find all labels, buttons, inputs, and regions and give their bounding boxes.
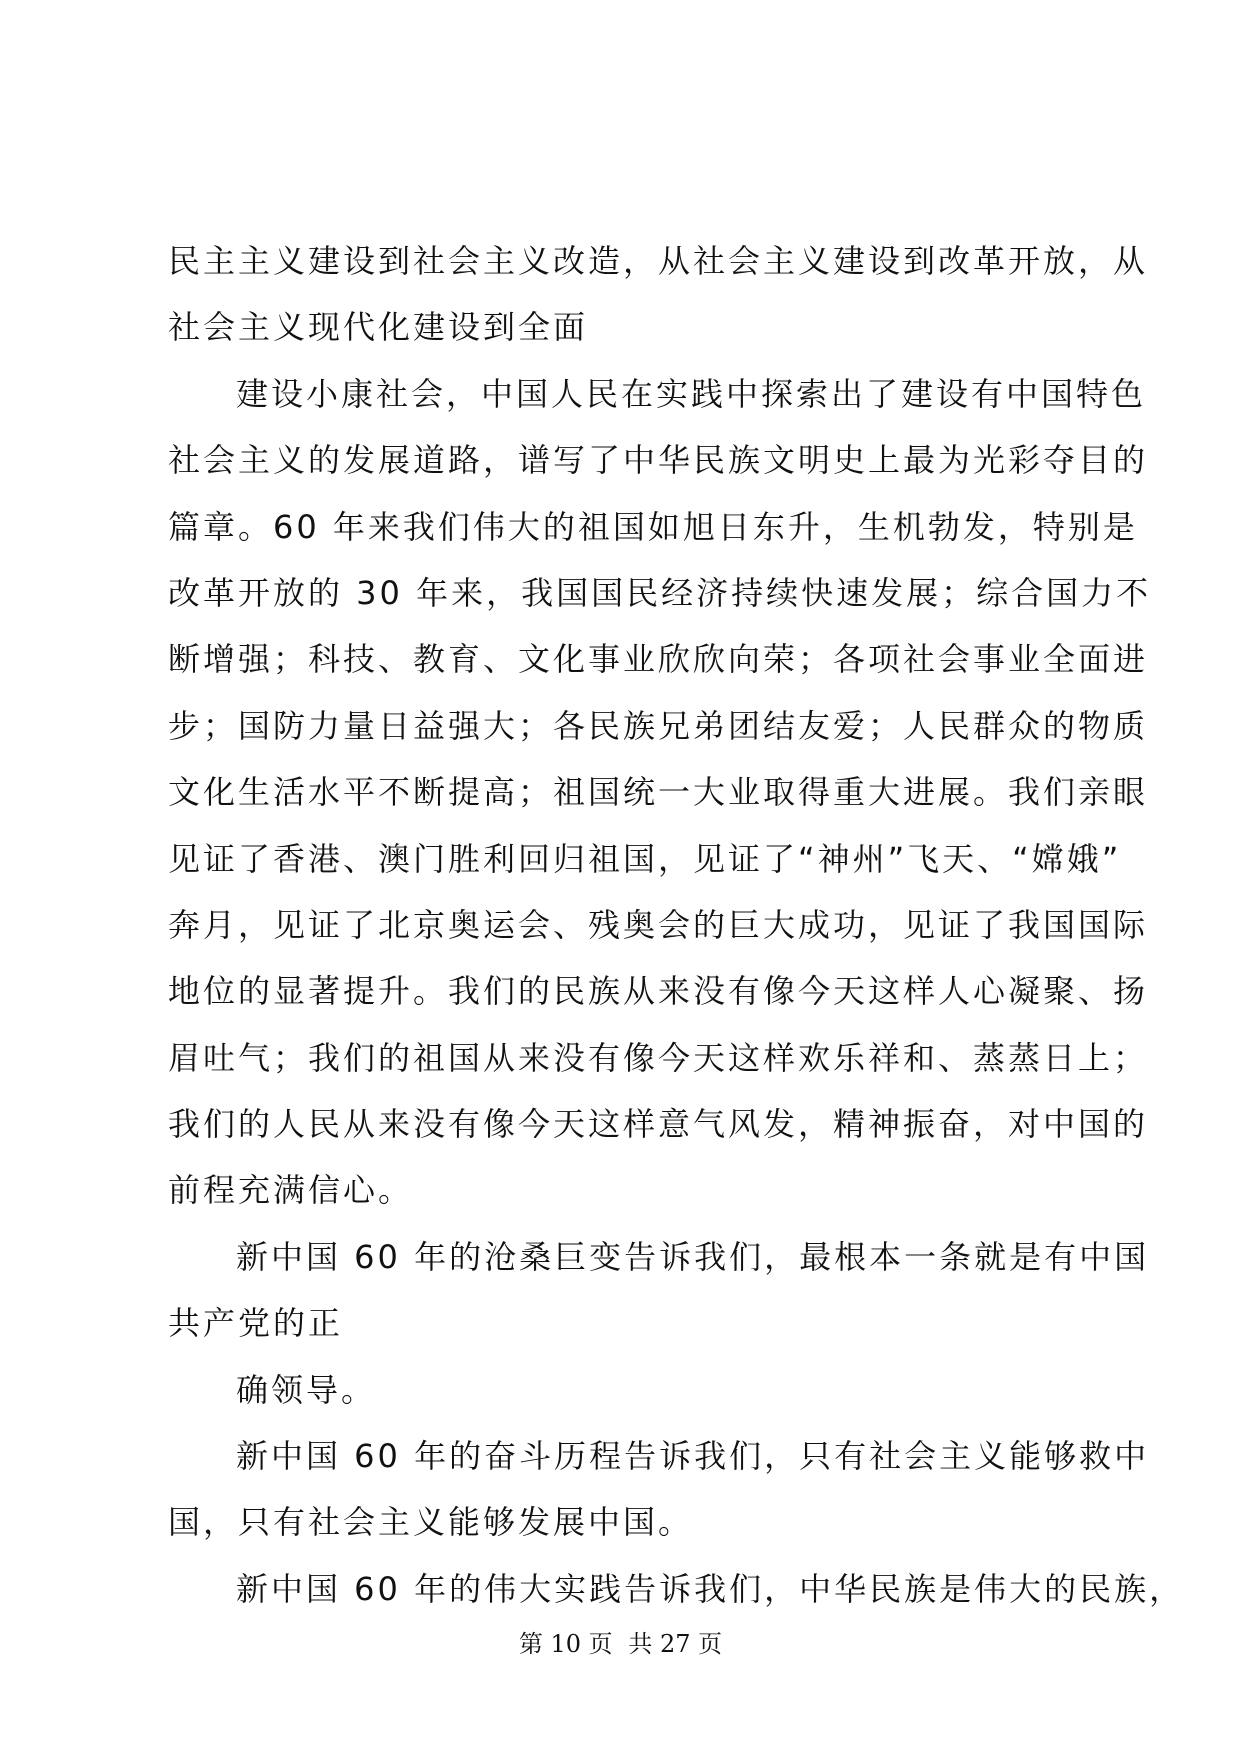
text-line: 社会主义的发展道路，谱写了中华民族文明史上最为光彩夺目的 xyxy=(168,441,1149,480)
text-line: 步；国防力量日益强大；各民族兄弟团结友爱；人民群众的物质 xyxy=(168,706,1149,745)
text-line: 社会主义现代化建设到全面 xyxy=(168,308,589,347)
text-line: 建设小康社会，中国人民在实践中探索出了建设有中国特色 xyxy=(236,374,1147,413)
text-line: 眉吐气；我们的祖国从来没有像今天这样欢乐祥和、蒸蒸日上； xyxy=(168,1038,1149,1077)
page-total: 共 27 页 xyxy=(628,1630,723,1658)
text-line: 文化生活水平不断提高；祖国统一大业取得重大进展。我们亲眼 xyxy=(168,773,1149,812)
text-line: 民主主义建设到社会主义改造，从社会主义建设到改革开放，从 xyxy=(168,242,1149,280)
page-footer xyxy=(0,1628,1241,1660)
document-body xyxy=(168,228,1185,1622)
text-line: 断增强；科技、教育、文化事业欣欣向荣；各项社会事业全面进 xyxy=(168,640,1149,679)
text-line: 我们的人民从来没有像今天这样意气风发，精神振奋，对中国的 xyxy=(168,1105,1149,1144)
text-line: 地位的显著提升。我们的民族从来没有像今天这样人心凝聚、扬 xyxy=(168,972,1149,1011)
text-line: 见证了香港、澳门胜利回归祖国，见证了“神州”飞天、“嫦娥” xyxy=(168,839,1122,878)
text-line: 改革开放的 30 年来，我国国民经济持续快速发展；综合国力不 xyxy=(168,573,1152,612)
text-line: 前程充满信心。 xyxy=(168,1171,414,1210)
text-line: 国，只有社会主义能够发展中国。 xyxy=(168,1503,694,1542)
text-line: 奔月，见证了北京奥运会、残奥会的巨大成功，见证了我国国际 xyxy=(168,905,1149,944)
text-line: 新中国 60 年的伟大实践告诉我们，中华民族是伟大的民族， xyxy=(236,1569,1185,1608)
page-number: 第 10 页 xyxy=(518,1630,613,1658)
text-line: 新中国 60 年的奋斗历程告诉我们，只有社会主义能够救中 xyxy=(236,1437,1150,1476)
text-line: 确领导。 xyxy=(236,1370,377,1409)
text-line: 共产党的正 xyxy=(168,1304,344,1343)
text-line: 篇章。60 年来我们伟大的祖国如旭日东升，生机勃发，特别是 xyxy=(168,507,1138,546)
text-line: 新中国 60 年的沧桑巨变告诉我们，最根本一条就是有中国 xyxy=(236,1237,1150,1276)
